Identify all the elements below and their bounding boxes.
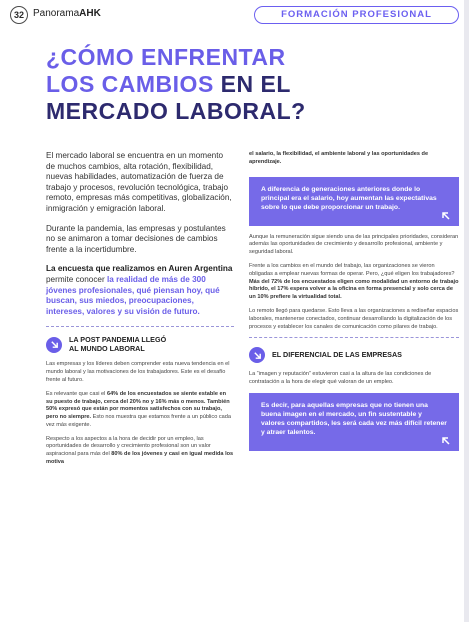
title-line-2	[46, 71, 446, 98]
intro-3-bold: La encuesta que realizamos en Auren Argentina	[46, 264, 233, 274]
article-title	[46, 44, 446, 125]
subheading-line-2: AL MUNDO LABORAL	[69, 343, 145, 353]
intro-paragraph-1: El mercado laboral se encuentra en un momento de muchos cambios, alta rotación, flexibilidad, nuevas habilidades, automatización de fuerza de trabajo y procesos, revolución tecnológica, trabajo remoto, empresas más competitivas, globalización, inmigración y emigración laboral.	[46, 151, 232, 213]
page-header	[0, 0, 469, 32]
right-body-2-b: Más del 72% de los encuestados eligen como modalidad un entorno de trabajo híbrido, el 17% espera volver a la oficina en forma presencial y solo cerca de un 10% prefiere la virtualidad total.	[249, 278, 459, 301]
left-column	[46, 151, 234, 473]
body-2-b: 64% de los encuestados se siente estable en su puesto de trabajo, cerca del 20% no y 16% más o menos. También 50% expresó que están por momentos satisfechos con su trabajo, pero no siempre.	[46, 390, 230, 421]
right-body-4: La “imagen y reputación” estuvieron casi a la altura de las condiciones de contratación a la hora de elegir qué valoran de un empleo.	[249, 371, 432, 386]
body-3-b: 80% de los jóvenes y casi en igual medida los motiva	[46, 451, 234, 466]
intro-paragraph-2: Durante la pandemia, las empresas y postulantes no se animaron a tomar decisiones de cambios frente a la incertidumbre.	[46, 223, 226, 254]
section-divider	[46, 326, 234, 327]
right-column	[249, 151, 459, 459]
right-body-2-a: Frente a los cambios en el mundo del trabajo, las organizaciones se vieron obligadas a emplear nuevas formas de operar. Pero, ¿qué eligen los trabajadores?	[249, 262, 455, 277]
continued-paragraph: el salario, la flexibilidad, el ambiente laboral y las oportunidades de aprendizaje.	[249, 151, 429, 165]
corner-arrow-icon	[441, 436, 451, 446]
arrow-down-right-icon	[46, 337, 62, 353]
subheading-line-1: LA POST PANDEMIA LLEGÓ	[69, 335, 167, 345]
pull-quote-2	[249, 393, 459, 451]
subheading-post-pandemia	[46, 336, 234, 353]
brand-light: Panorama	[33, 8, 80, 19]
title-line-1: ¿CÓMO ENFRENTAR	[46, 44, 286, 70]
body-2-c: Esto nos muestra que estamos frente a un público cada vez más exigente.	[46, 414, 232, 428]
pull-quote-1	[249, 177, 459, 226]
section-label: FORMACIÓN PROFESIONAL	[254, 6, 459, 24]
right-body-2	[249, 263, 459, 302]
right-body-1: Aunque la remuneración sigue siendo una de las principales prioridades, consideran además las oportunidades de crecimiento y desarrollo profesional, ambiente y seguridad laboral.	[249, 233, 459, 256]
section-divider	[249, 337, 459, 338]
subheading-text: EL DIFERENCIAL DE LAS EMPRESAS	[272, 350, 402, 360]
body-3-a: Respecto a los aspectos a la hora de decidir por un empleo, las oportunidades de desarrollo y crecimiento profesional son un valor aspiracional para más del	[46, 435, 211, 458]
title-line-3: MERCADO LABORAL?	[46, 98, 306, 124]
magazine-brand	[33, 8, 101, 19]
brand-bold: AHK	[79, 8, 101, 19]
body-paragraph-2	[46, 391, 234, 430]
pull-quote-1-text: A diferencia de generaciones anteriores donde lo principal era el salario, hoy aumentan las expectativas sobre lo que debe proporcionar un trabajo.	[261, 185, 437, 211]
body-paragraph-1: Las empresas y los líderes deben comprender esta nueva tendencia en el mundo laboral y las motivaciones de los trabajadores. Este es el desafío frente al futuro.	[46, 361, 230, 383]
intro-3-plain: permite conocer	[46, 274, 107, 284]
page-edge	[464, 0, 469, 622]
pull-quote-2-text: Es decir, para aquellas empresas que no tienen una buena imagen en el mercado, un fin sustentable y valores compartidos, les será cada vez más difícil retener y atraer talentos.	[261, 401, 447, 436]
body-paragraph-3	[46, 436, 234, 467]
page-number: 32	[10, 6, 28, 24]
subheading-diferencial	[249, 347, 459, 363]
right-body-3: Lo remoto llegó para quedarse. Esto lleva a las organizaciones a rediseñar espacios laborales, mantenerse conectados, continuar desarrollando la digitalización de los procesos y establecer los canales de comunicación como pilares de trabajo.	[249, 307, 459, 330]
corner-arrow-icon	[441, 211, 451, 221]
title-line-2-purple: LOS CAMBIOS	[46, 71, 214, 97]
title-line-2-dark: EN EL	[220, 71, 291, 97]
arrow-down-right-icon	[249, 347, 265, 363]
intro-paragraph-3	[46, 264, 234, 317]
intro-3-highlight: la realidad de más de 300 jóvenes profesionales, qué piensan hoy, qué buscan, sus miedos, preocupaciones, intereses, valores y su visión de futuro.	[46, 274, 220, 316]
body-2-a: Es relevante que casi el	[46, 390, 107, 397]
